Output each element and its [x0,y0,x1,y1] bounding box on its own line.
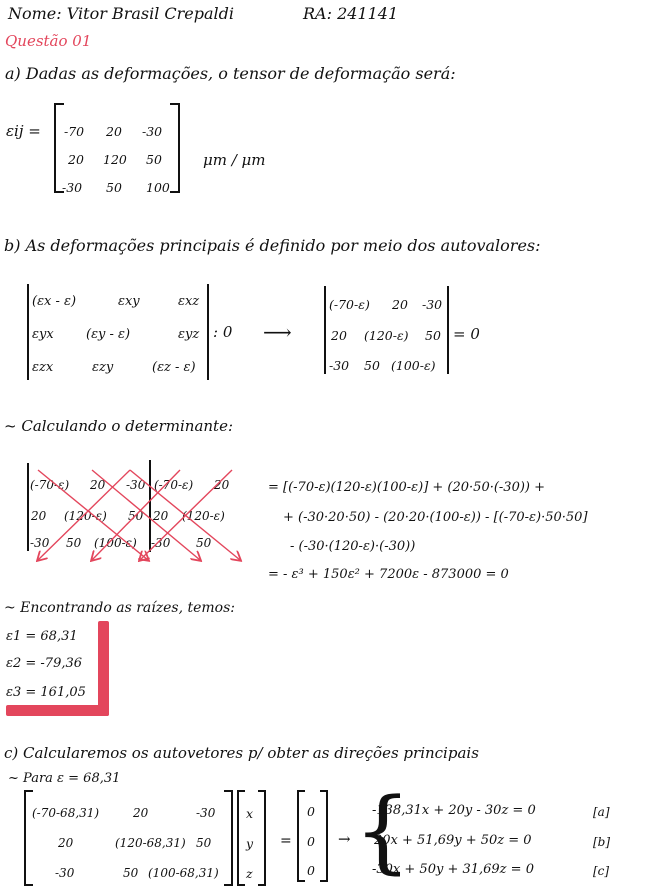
sym-matrix-cell: εyz [178,327,200,342]
num-matrix-cell: 50 [364,358,380,373]
det-grid-cell: -30 [30,536,50,550]
sym-matrix-cell: εzy [92,360,114,375]
det-expansion-line-1: = [(-70-ε)(120-ε)(100-ε)] + (20·50·(-30)) + [268,480,546,495]
det-grid-cell: (120-ε) [182,509,225,523]
characteristic-polynomial: = - ε³ + 150ε² + 7200ε - 873000 = 0 [268,567,509,582]
zero-vector-left-bracket [297,790,305,882]
det-grid-cell: 50 [128,509,144,523]
strain-unit: μm / μm [203,151,266,169]
highlight-vertical [98,621,109,716]
matrix-a-cell: 50 [106,180,122,195]
equation-tag-c: [c] [593,864,610,878]
epsilon-ij-label: εij = [6,122,41,140]
equation-tag-b: [b] [593,835,611,849]
determinant-heading: ~ Calculando o determinante: [4,417,234,435]
matrix-a-cell: 20 [68,152,84,167]
part-b-text: b) As deformações principais é definido por meio dos autovalores: [4,236,541,255]
sym-matrix-cell: εxy [118,294,140,309]
equation-c: -30x + 50y + 31,69z = 0 [372,862,534,877]
matrix-c-cell: -30 [55,866,75,880]
question-title: Questão 01 [5,32,92,50]
matrix-c-cell: -30 [196,806,216,820]
det-grid-cell: 20 [31,509,47,523]
root-3: ε3 = 161,05 [6,685,86,700]
sym-matrix-cell: εzx [32,360,54,375]
vector-right-bracket [258,790,266,886]
eq-zero-2: = 0 [453,325,480,343]
det-grid-cell: -30 [126,478,146,492]
matrix-c-cell: 50 [196,836,212,850]
num-matrix-cell: -30 [329,358,350,373]
right-arrow: ⟶ [263,320,292,344]
zero-value: 0 [307,834,315,849]
vector-z: z [246,866,253,881]
num-matrix-cell: (120-ε) [364,328,409,343]
system-brace: { [354,779,412,884]
det-grid-cell: (100-ε) [94,536,137,550]
zero-value: 0 [307,804,315,819]
num-matrix-cell: (100-ε) [391,358,436,373]
num-matrix-cell: (-70-ε) [329,297,370,312]
matrix-c-cell: 50 [123,866,139,880]
det-grid-cell: 20 [214,478,230,492]
matrix-c-right-bracket [224,790,233,886]
det-grid-cell: 20 [153,509,169,523]
matrix-c-left-bracket [24,790,33,886]
sym-matrix-cell: εxz [178,294,200,309]
root-1: ε1 = 68,31 [6,629,78,644]
sym-matrix-cell: εyx [32,327,54,342]
matrix-a-cell: -30 [62,180,83,195]
matrix-a-cell: -30 [142,124,163,139]
for-epsilon-text: ~ Para ε = 68,31 [8,771,121,786]
det-grid-cell: 20 [90,478,106,492]
highlight-horizontal [6,705,109,716]
num-matrix-cell: 50 [425,328,441,343]
matrix-c-cell: (-70-68,31) [32,806,100,820]
matrix-c-cell: (120-68,31) [115,836,186,850]
part-c-text: c) Calcularemos os autovetores p/ obter as direções principais [4,744,479,762]
matrix-c-cell: (100-68,31) [148,866,219,880]
roots-heading: ~ Encontrando as raízes, temos: [4,600,235,616]
system-arrow: → [338,830,351,848]
matrix-c-cell: 20 [133,806,149,820]
det-grid-cell: 50 [196,536,212,550]
zero-value: 0 [307,863,315,878]
vector-y: y [246,836,254,851]
vector-left-bracket [237,790,245,886]
det-expansion-line-3: - (-30·(120-ε)·(-30)) [290,539,416,554]
equals-sign: = [280,833,292,849]
num-matrix-cell: -30 [422,297,443,312]
student-ra: RA: 241141 [303,4,399,23]
matrix-a-cell: 100 [146,180,170,195]
sym-matrix-cell: (εz - ε) [152,360,196,375]
part-a-text: a) Dadas as deformações, o tensor de deformação será: [5,64,456,83]
det-grid-cell: 50 [66,536,82,550]
student-name: Nome: Vitor Brasil Crepaldi [8,4,235,23]
matrix-c-cell: 20 [58,836,74,850]
det-expansion-line-2: + (-30·20·50) - (20·20·(100-ε)) - [(-70-ε)·50·50] [283,510,588,525]
matrix-a-cell: 120 [103,152,127,167]
det-grid-cell: (120-ε) [64,509,107,523]
matrix-a-cell: -70 [64,124,85,139]
matrix-a-cell: 50 [146,152,162,167]
sym-matrix-cell: (εx - ε) [32,294,77,309]
equation-tag-a: [a] [593,805,610,819]
eq-zero-1: : 0 [213,323,233,341]
zero-vector-right-bracket [320,790,328,882]
sym-matrix-cell: (εy - ε) [86,327,131,342]
det-grid-cell: (-70-ε) [30,478,70,492]
num-matrix-cell: 20 [392,297,408,312]
equation-b: 20x + 51,69y + 50z = 0 [374,833,532,848]
num-matrix-cell: 20 [331,328,347,343]
equation-a: -138,31x + 20y - 30z = 0 [372,803,536,818]
vector-x: x [246,806,254,821]
root-2: ε2 = -79,36 [6,656,83,671]
det-grid-cell: (-70-ε) [154,478,194,492]
det-grid-cell: -30 [151,536,171,550]
matrix-a-cell: 20 [106,124,122,139]
